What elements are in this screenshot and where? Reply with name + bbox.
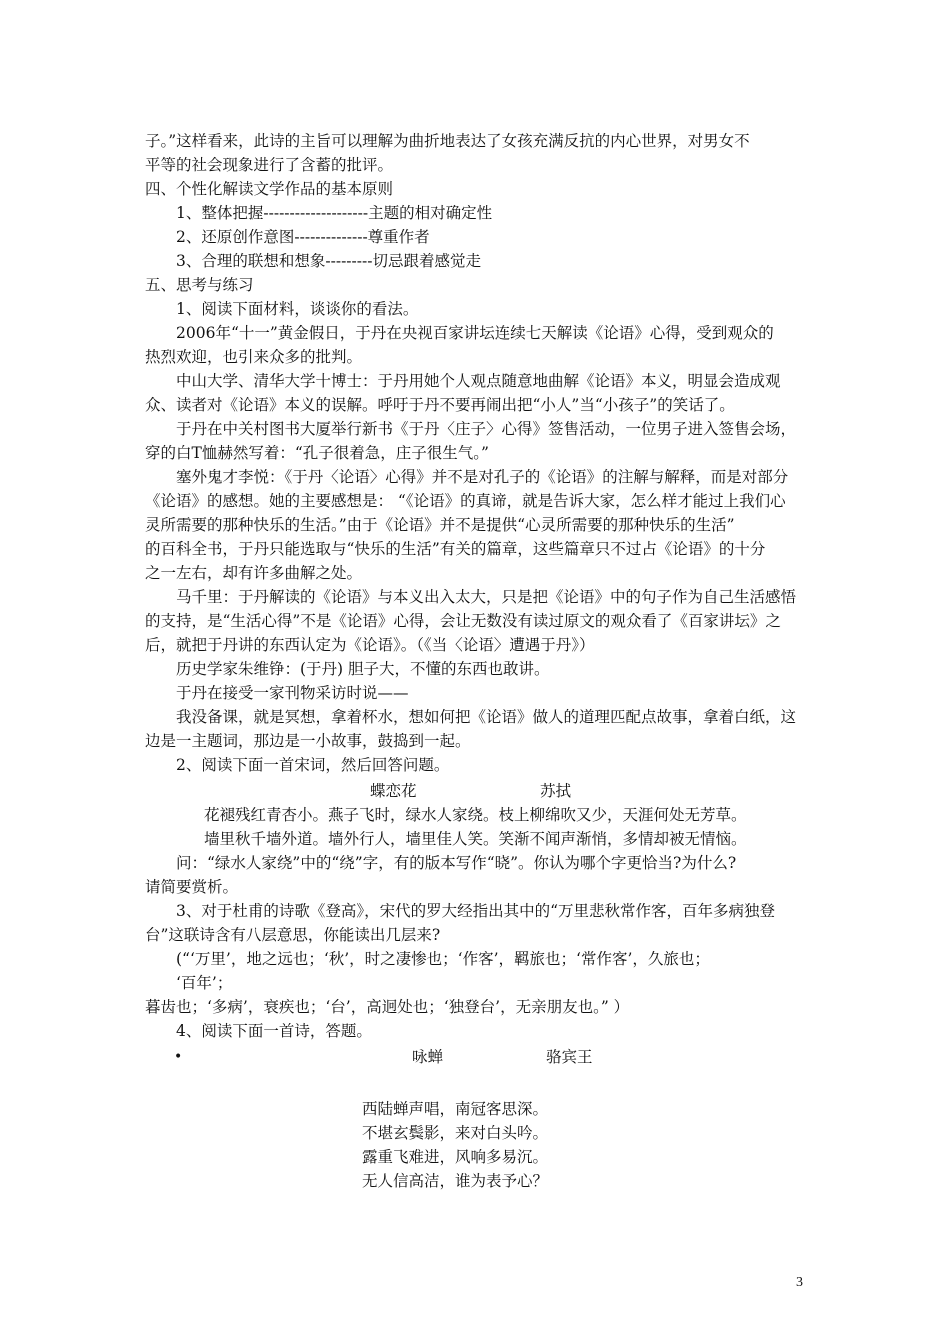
list-item: 2、还原创作意图--------------尊重作者 bbox=[176, 228, 430, 246]
ci-title: 蝶恋花 bbox=[370, 782, 417, 800]
ci-line: 墙里秋千墙外道。墙外行人，墙里佳人笑。笑渐不闻声渐悄，多情却被无情恼。 bbox=[204, 830, 747, 848]
paragraph-line: 边是一主题词，那边是一小故事，鼓捣到一起。 bbox=[145, 732, 471, 750]
paragraph-line: (“‘万里’，地之远也；‘秋’，时之凄惨也；‘作客’，羁旅也；‘常作客’，久旅也； bbox=[176, 950, 710, 968]
paragraph-line: 于丹在中关村图书大厦举行新书《于丹〈庄子〉心得》签售活动，一位男子进入签售会场， bbox=[176, 420, 797, 438]
question-1: 1、阅读下面材料，谈谈你的看法。 bbox=[176, 300, 419, 318]
question-2: 2、阅读下面一首宋词，然后回答问题。 bbox=[176, 756, 450, 774]
list-item: 3、合理的联想和想象---------切忌跟着感觉走 bbox=[176, 252, 481, 270]
poem-line: 露重飞难进，风响多易沉。 bbox=[362, 1148, 549, 1166]
section-heading: 四、个性化解读文学作品的基本原则 bbox=[145, 180, 394, 198]
paragraph-line: 热烈欢迎，也引来众多的批判。 bbox=[145, 348, 363, 366]
paragraph-line: 平等的社会现象进行了含蓄的批评。 bbox=[145, 156, 394, 174]
ci-line: 花褪残红青杏小。燕子飞时，绿水人家绕。枝上柳绵吹又少，天涯何处无芳草。 bbox=[204, 806, 747, 824]
paragraph-line: 后，就把于丹讲的东西认定为《论语》。（《当〈论语〉遭遇于丹》） bbox=[145, 636, 595, 654]
poem-line: 不堪玄鬓影，来对白头吟。 bbox=[362, 1124, 549, 1142]
paragraph-line: 我没备课，就是冥想，拿着杯水，想如何把《论语》做人的道理匹配点故事，拿着白纸，这 bbox=[176, 708, 797, 726]
paragraph-line: 历史学家朱维铮：(于丹) 胆子大，不懂的东西也敢讲。 bbox=[176, 660, 550, 678]
ci-author: 苏拭 bbox=[540, 782, 572, 800]
poem-line: 无人信高洁，谁为表予心？ bbox=[362, 1172, 549, 1190]
paragraph-line: ‘百年’； bbox=[176, 974, 233, 992]
paragraph-line: 2006年“十一”黄金假日，于丹在央视百家讲坛连续七天解读《论语》心得，受到观众的 bbox=[176, 324, 774, 342]
paragraph-line: 中山大学、清华大学十博士：于丹用她个人观点随意地曲解《论语》本义，明显会造成观 bbox=[176, 372, 781, 390]
paragraph-line: 《论语》的感想。她的主要感想是： “《论语》的真谛，就是告诉大家，怎么样才能过上我们心 bbox=[145, 492, 786, 510]
page-number: 3 bbox=[796, 1275, 803, 1290]
section-heading: 五、思考与练习 bbox=[145, 276, 254, 294]
paragraph-line: 问：“绿水人家绕”中的“绕”字，有的版本写作“晓”。你认为哪个字更恰当?为什么? bbox=[176, 854, 737, 872]
question-4: 4、阅读下面一首诗，答题。 bbox=[176, 1022, 372, 1040]
paragraph-line: 灵所需要的那种快乐的生活。”由于《论语》并不是提供“心灵所需要的那种快乐的生活” bbox=[145, 516, 735, 534]
poem-title: 咏蝉 bbox=[412, 1048, 444, 1066]
poem-author: 骆宾王 bbox=[546, 1048, 593, 1066]
paragraph-line: 台”这联诗含有八层意思，你能读出几层来? bbox=[145, 926, 441, 944]
paragraph-line: 的支持，是“生活心得”不是《论语》心得，会让无数没有读过原文的观众看了《百家讲坛》之 bbox=[145, 612, 781, 630]
paragraph-line: 子。”这样看来，此诗的主旨可以理解为曲折地表达了女孩充满反抗的内心世界，对男女不 bbox=[145, 132, 750, 150]
bullet-icon: • bbox=[174, 1049, 183, 1065]
paragraph-line: 马千里：于丹解读的《论语》与本义出入太大，只是把《论语》中的句子作为自己生活感悟 bbox=[176, 588, 797, 606]
list-item: 1、整体把握--------------------主题的相对确定性 bbox=[176, 204, 493, 222]
paragraph-line: 之一左右，却有许多曲解之处。 bbox=[145, 564, 363, 582]
paragraph-line: 于丹在接受一家刊物采访时说—— bbox=[176, 684, 409, 702]
paragraph-line: 的百科全书，于丹只能选取与“快乐的生活”有关的篇章，这些篇章只不过占《论语》的十分 bbox=[145, 540, 766, 558]
question-3: 3、对于杜甫的诗歌《登高》，宋代的罗大经指出其中的“万里悲秋常作客，百年多病独登 bbox=[176, 902, 776, 920]
paragraph-line: 塞外鬼才李悦：《于丹〈论语〉心得》并不是对孔子的《论语》的注解与解释，而是对部分 bbox=[176, 468, 789, 486]
paragraph-line: 请简要赏析。 bbox=[145, 878, 239, 896]
paragraph-line: 众、读者对《论语》本义的误解。呼吁于丹不要再闹出把“小人”当“小孩子”的笑话了。 bbox=[145, 396, 735, 414]
paragraph-line: 暮齿也；‘多病’，衰疾也；‘台’，高迥处也；‘独登台’，无亲朋友也。” ） bbox=[145, 998, 630, 1016]
poem-line: 西陆蝉声唱，南冠客思深。 bbox=[362, 1100, 549, 1118]
paragraph-line: 穿的白T恤赫然写着：“孔子很着急，庄子很生气。” bbox=[145, 444, 489, 462]
